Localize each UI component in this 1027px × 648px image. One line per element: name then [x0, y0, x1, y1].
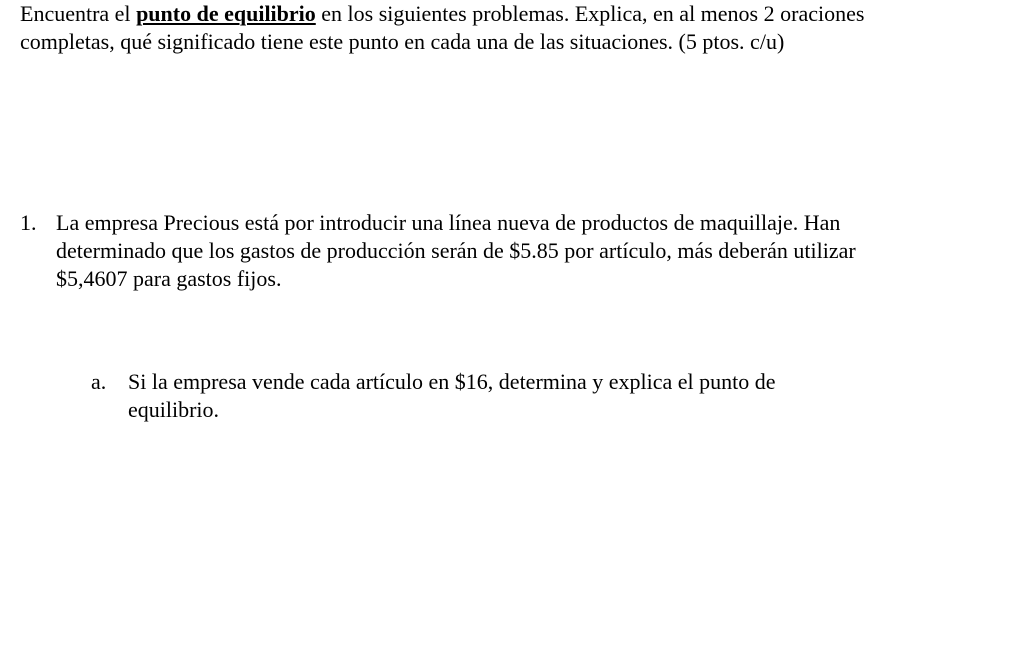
problem-item-1 — [20, 209, 890, 293]
problem-1-subitem-a — [91, 368, 851, 424]
subitem-text: Si la empresa vende cada artículo en $16, determina y explica el punto de equilibrio. — [128, 369, 776, 422]
instructions-emphasis-text: punto de equilibrio — [136, 1, 316, 26]
instructions-lead-text: Encuentra el — [20, 1, 137, 26]
instructions-rest-text: en los siguientes problemas. Explica, en al menos 2 oraciones completas, qué significado tiene este punto en cada una de las situaciones. (5 ptos. c/u) — [20, 1, 865, 54]
problem-number: 1. — [20, 210, 37, 235]
problem-text: La empresa Precious está por introducir una línea nueva de productos de maquillaje. Han determinado que los gastos de producción serán de $5.85 por artículo, más deberán utilizar $5,4607 para gastos fijos. — [56, 210, 856, 291]
subitem-letter: a. — [91, 369, 107, 394]
instructions-paragraph — [20, 0, 870, 56]
